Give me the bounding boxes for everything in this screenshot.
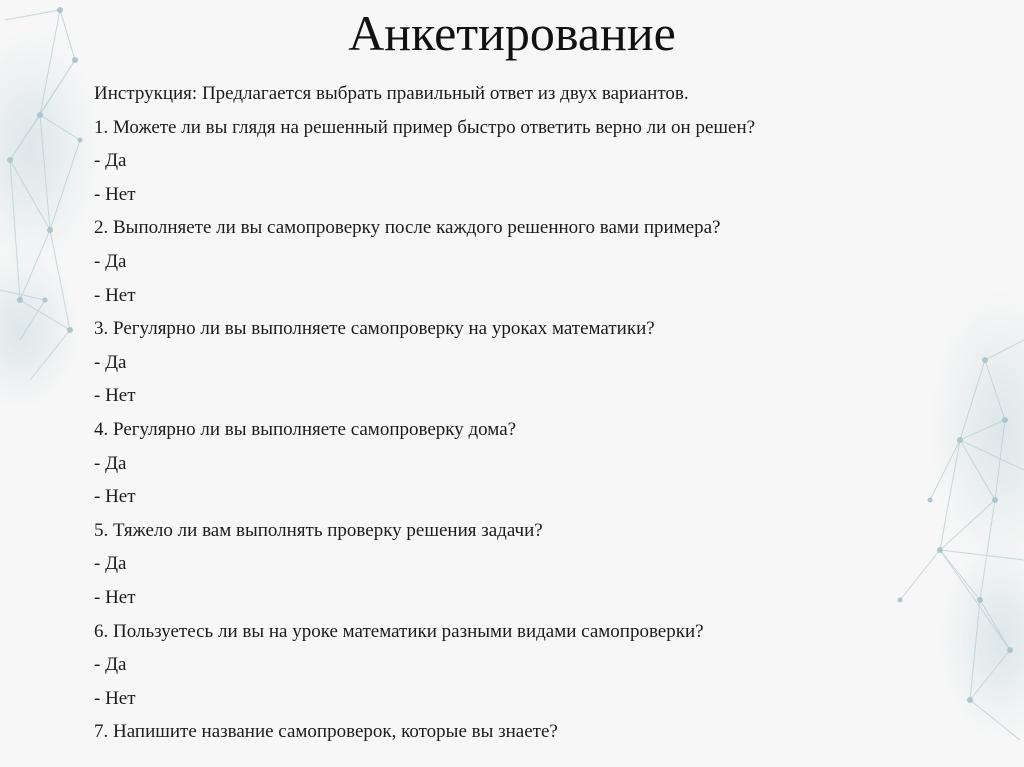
answer-option: - Нет	[94, 284, 136, 306]
answer-option: - Да	[94, 351, 127, 373]
answer-option: - Нет	[94, 183, 136, 205]
answer-option: - Да	[94, 553, 127, 575]
answer-option: - Да	[94, 150, 127, 172]
question-3: 3. Регулярно ли вы выполняете самопроверку на уроках математики?	[94, 318, 655, 340]
question-7: 7. Напишите название самопроверок, которые вы знаете?	[94, 721, 558, 743]
answer-option: - Нет	[94, 486, 136, 508]
question-4: 4. Регулярно ли вы выполняете самопроверку дома?	[94, 418, 517, 440]
instruction-text: Инструкция: Предлагается выбрать правильный ответ из двух вариантов.	[94, 83, 689, 104]
question-5: 5. Тяжело ли вам выполнять проверку решения задачи?	[94, 519, 543, 541]
question-2: 2. Выполняете ли вы самопроверку после каждого решенного вами примера?	[94, 217, 721, 239]
answer-option: - Нет	[94, 385, 136, 407]
question-6: 6. Пользуетесь ли вы на уроке математики разными видами самопроверки?	[94, 620, 704, 642]
answer-option: - Нет	[94, 586, 136, 608]
slide-title: Анкетирование	[348, 5, 676, 61]
answer-option: - Да	[94, 250, 127, 272]
survey-content	[94, 77, 914, 749]
question-1: 1. Можете ли вы глядя на решенный пример быстро ответить верно ли он решен?	[94, 116, 756, 138]
answer-option: - Да	[94, 452, 127, 474]
answer-option: - Нет	[94, 687, 136, 709]
answer-option: - Да	[94, 654, 127, 676]
